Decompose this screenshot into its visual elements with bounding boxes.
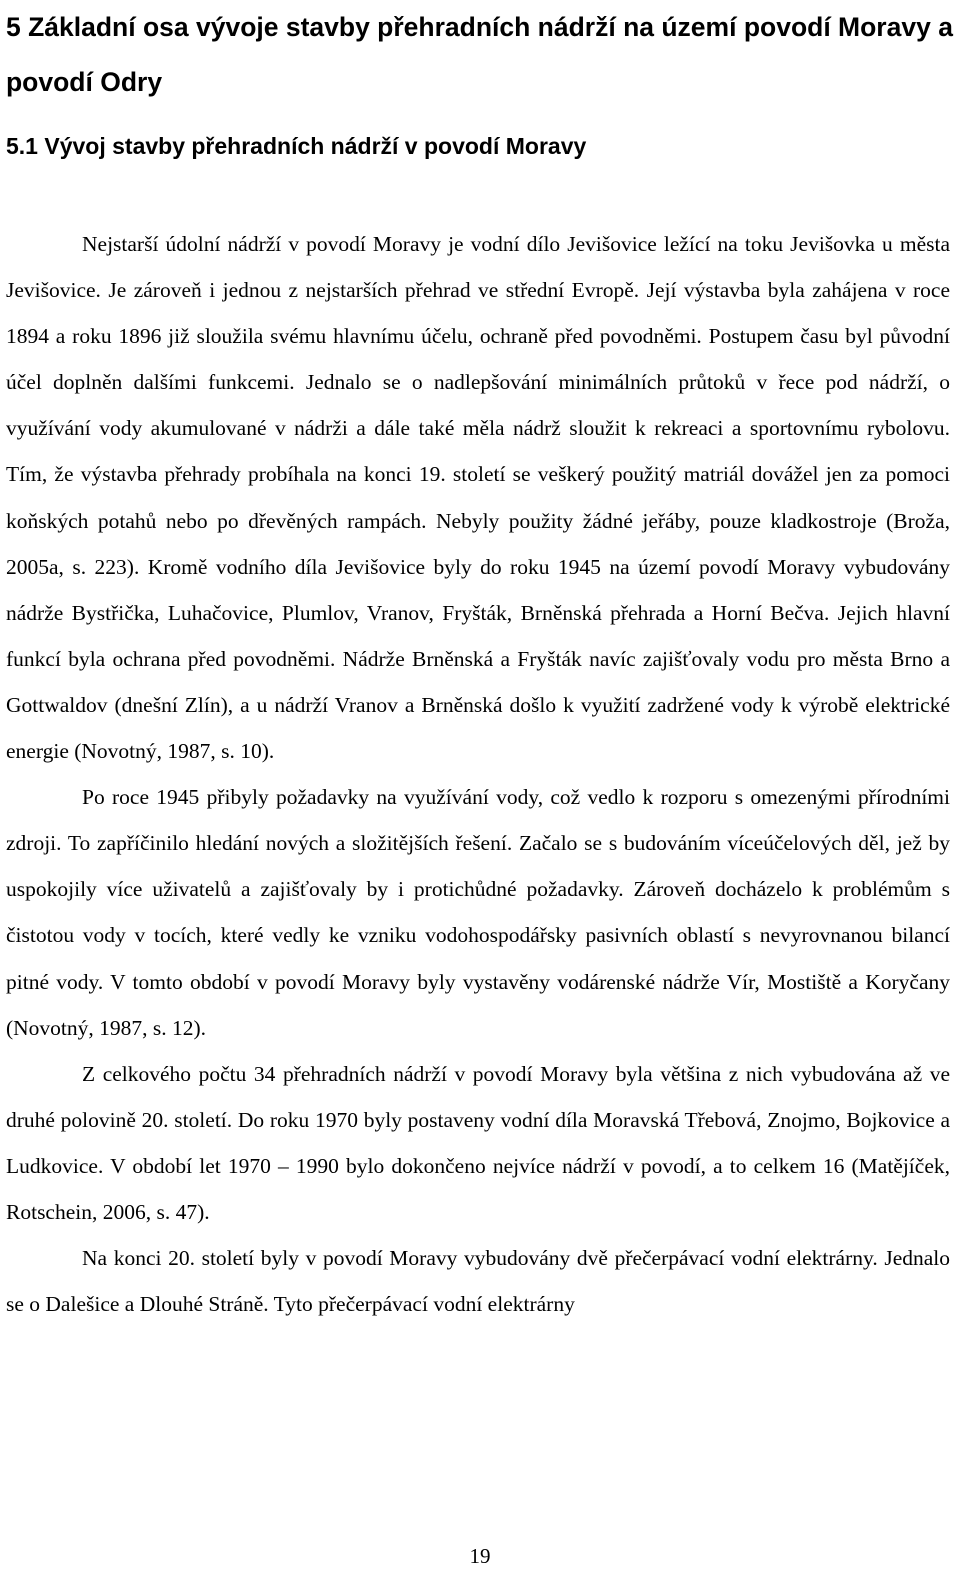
- body-text: [6, 221, 950, 1327]
- section-heading: 5.1 Vývoj stavby přehradních nádrží v povodí Moravy: [6, 133, 587, 159]
- paragraph: Na konci 20. století byly v povodí Moravy vybudovány dvě přečerpávací vodní elektrárny. Jednalo se o Dalešice a Dlouhé Stráně. Tyto přečerpávací vodní elektrárny: [6, 1246, 950, 1317]
- page-number: 19: [469, 1544, 491, 1568]
- paragraph: Z celkového počtu 34 přehradních nádrží v povodí Moravy byla většina z nich vybudována až ve druhé polovině 20. století. Do roku 1970 byly postaveny vodní díla Moravská Třebová, Znojmo, Bojkovice a Ludkovice. V období let 1970 – 1990 bylo dokončeno nejvíce nádrží v povodí, a to celkem 16 (Matějíček, Rotschein, 2006, s. 47).: [6, 1061, 950, 1224]
- paragraph: Po roce 1945 přibyly požadavky na využívání vody, což vedlo k rozporu s omezenými přírodními zdroji. To zapříčinilo hledání nových a složitějších řešení. Začalo se s budováním víceúčelových děl, jež by uspokojily více uživatelů a zajišťovaly by i protichůdné požadavky. Zároveň docházelo k problémům s čistotou vody v tocích, které vedly ke vzniku vodohospodářsky pasivních oblastí s nevyrovnanou bilancí pitné vody. V tomto období v povodí Moravy byly vystavěny vodárenské nádrže Vír, Mostiště a Koryčany (Novotný, 1987, s. 12).: [6, 785, 950, 1040]
- chapter-heading: 5 Základní osa vývoje stavby přehradních nádrží na území povodí Moravy a povodí Odry: [6, 12, 953, 97]
- paragraph: Nejstarší údolní nádrží v povodí Moravy je vodní dílo Jevišovice ležící na toku Jevišovka u města Jevišovice. Je zároveň i jednou z nejstarších přehrad ve střední Evropě. Její výstavba byla zahájena v roce 1894 a roku 1896 již sloužila svému hlavnímu účelu, ochraně před povodněmi. Postupem času byl původní účel doplněn dalšími funkcemi. Jednalo se o nadlepšování minimálních průtoků v řece pod nádrží, o využívání vody akumulované v nádrži a dále také měla nádrž sloužit k rekreaci a sportovnímu rybolovu. Tím, že výstavba přehrady probíhala na konci 19. století se veškerý použitý matriál dovážel jen za pomoci koňských potahů nebo po dřevěných rampách. Nebyly použity žádné jeřáby, pouze kladkostroje (Brožа, 2005a, s. 223). Kromě vodního díla Jevišovice byly do roku 1945 na území povodí Moravy vybudovány nádrže Bystřička, Luhačovice, Plumlov, Vranov, Fryšták, Brněnská přehrada a Horní Bečva. Jejich hlavní funkcí byla ochrana před povodněmi. Nádrže Brněnská a Fryšták navíc zajišťovaly vodu pro města Brno a Gottwaldov (dnešní Zlín), a u nádrží Vranov a Brněnská došlo k využití zadržené vody k výrobě elektrické energie (Novotný, 1987, s. 10).: [6, 232, 950, 764]
